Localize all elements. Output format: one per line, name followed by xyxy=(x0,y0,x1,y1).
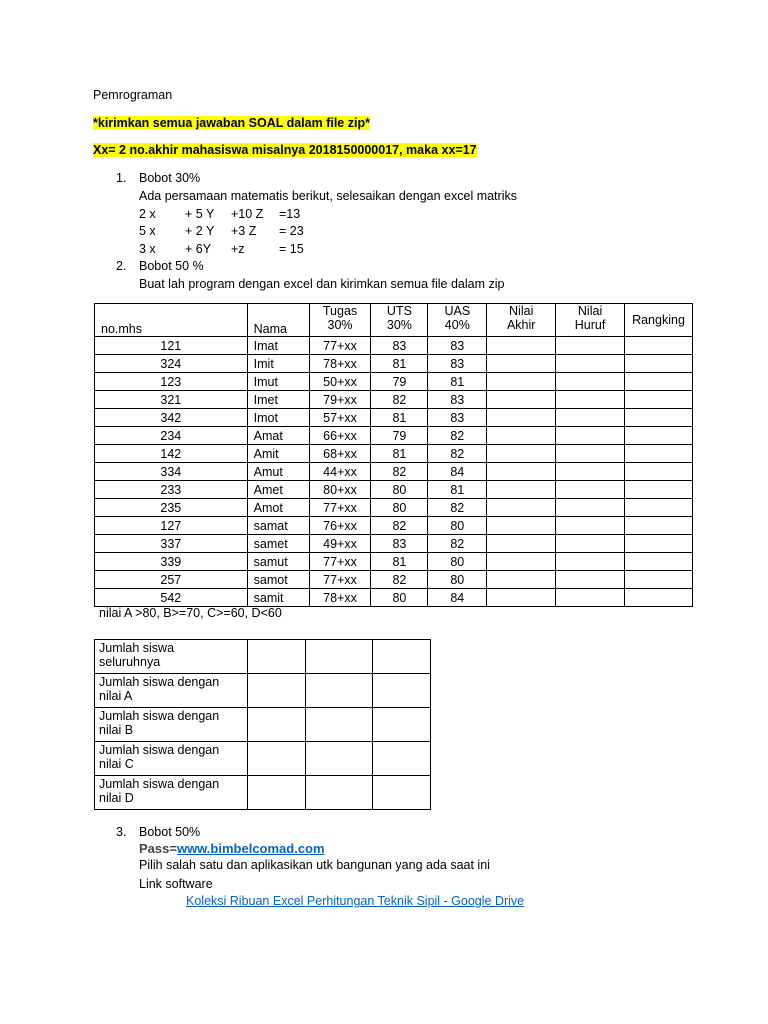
table-cell: 142 xyxy=(95,445,248,463)
table-cell: 121 xyxy=(95,337,248,355)
table-cell: 50+xx xyxy=(309,373,371,391)
table-row xyxy=(95,571,693,589)
table-cell xyxy=(556,535,625,553)
grades-header-cell: Tugas 30% xyxy=(309,304,371,337)
table-cell: 49+xx xyxy=(309,535,371,553)
table-cell: 80 xyxy=(371,499,428,517)
table-cell xyxy=(487,373,556,391)
table-cell xyxy=(487,499,556,517)
table-cell: 57+xx xyxy=(309,409,371,427)
table-cell: 321 xyxy=(95,391,248,409)
eq3-a: 3 x xyxy=(139,242,156,256)
table-cell xyxy=(625,589,693,607)
item3-label: Bobot 50% xyxy=(139,825,201,839)
table-cell: 542 xyxy=(95,589,248,607)
summary-row xyxy=(95,640,431,674)
table-cell xyxy=(556,463,625,481)
table-cell: Amut xyxy=(247,463,309,481)
table-cell xyxy=(487,391,556,409)
table-cell xyxy=(556,589,625,607)
table-cell xyxy=(487,427,556,445)
password-line xyxy=(139,841,325,856)
table-cell xyxy=(625,481,693,499)
table-cell xyxy=(625,517,693,535)
table-cell: Amat xyxy=(247,427,309,445)
table-cell xyxy=(556,373,625,391)
table-row xyxy=(95,517,693,535)
table-cell: 342 xyxy=(95,409,248,427)
table-cell xyxy=(487,355,556,373)
summary-cell xyxy=(373,776,431,810)
table-cell: 339 xyxy=(95,553,248,571)
table-cell: 81 xyxy=(428,373,487,391)
summary-label-cell: Jumlah siswa dengan nilai B xyxy=(95,708,248,742)
table-cell: 80 xyxy=(371,589,428,607)
table-cell: Imat xyxy=(247,337,309,355)
table-cell: 66+xx xyxy=(309,427,371,445)
grades-header-cell: UTS 30% xyxy=(371,304,428,337)
table-cell: 83 xyxy=(371,337,428,355)
table-cell xyxy=(487,463,556,481)
table-cell: 80+xx xyxy=(309,481,371,499)
table-row xyxy=(95,409,693,427)
table-cell: 82 xyxy=(371,391,428,409)
table-cell: 334 xyxy=(95,463,248,481)
table-cell: Amet xyxy=(247,481,309,499)
grades-header-cell: no.mhs xyxy=(95,304,248,337)
summary-cell xyxy=(247,708,306,742)
table-cell xyxy=(625,373,693,391)
table-cell: 76+xx xyxy=(309,517,371,535)
table-cell: Imit xyxy=(247,355,309,373)
table-cell: 234 xyxy=(95,427,248,445)
table-cell: 123 xyxy=(95,373,248,391)
eq2-d: = 23 xyxy=(279,224,304,238)
table-cell: 82 xyxy=(371,463,428,481)
table-cell xyxy=(487,589,556,607)
table-row xyxy=(95,535,693,553)
table-cell xyxy=(556,427,625,445)
table-cell: Amot xyxy=(247,499,309,517)
table-cell: 83 xyxy=(371,535,428,553)
summary-cell xyxy=(373,674,431,708)
summary-label-cell: Jumlah siswa dengan nilai D xyxy=(95,776,248,810)
table-cell: 68+xx xyxy=(309,445,371,463)
summary-cell xyxy=(306,776,373,810)
table-cell: 127 xyxy=(95,517,248,535)
table-cell: Imet xyxy=(247,391,309,409)
pass-label: Pass= xyxy=(139,841,177,856)
table-cell: 324 xyxy=(95,355,248,373)
table-cell: 78+xx xyxy=(309,355,371,373)
table-cell xyxy=(487,445,556,463)
grades-header-cell: Rangking xyxy=(625,304,693,337)
table-cell: Imut xyxy=(247,373,309,391)
xx-rule-highlight: Xx= 2 no.akhir mahasiswa misalnya 2018150000017, maka xx=17 xyxy=(93,143,477,157)
page-title: Pemrograman xyxy=(93,88,173,102)
table-row xyxy=(95,391,693,409)
eq3-d: = 15 xyxy=(279,242,304,256)
table-cell xyxy=(487,535,556,553)
table-cell: samet xyxy=(247,535,309,553)
table-cell: 77+xx xyxy=(309,337,371,355)
table-cell: 82 xyxy=(428,427,487,445)
table-cell: 80 xyxy=(428,517,487,535)
eq1-b: + 5 Y xyxy=(185,207,215,221)
table-cell: 337 xyxy=(95,535,248,553)
table-row xyxy=(95,445,693,463)
table-cell xyxy=(556,355,625,373)
summary-cell xyxy=(373,742,431,776)
table-cell: 79+xx xyxy=(309,391,371,409)
table-cell xyxy=(625,571,693,589)
table-cell: 82 xyxy=(371,517,428,535)
table-row xyxy=(95,481,693,499)
table-cell: 81 xyxy=(371,553,428,571)
grades-table xyxy=(94,303,693,607)
eq1-a: 2 x xyxy=(139,207,156,221)
summary-cell xyxy=(247,640,306,674)
table-cell: 83 xyxy=(428,391,487,409)
grades-header-row xyxy=(95,304,693,337)
table-cell: 83 xyxy=(428,337,487,355)
summary-cell xyxy=(247,674,306,708)
table-cell: samot xyxy=(247,571,309,589)
table-cell xyxy=(625,499,693,517)
summary-cell xyxy=(373,708,431,742)
table-cell: 82 xyxy=(371,571,428,589)
table-cell: 233 xyxy=(95,481,248,499)
table-cell: 79 xyxy=(371,427,428,445)
grades-header-cell: Nama xyxy=(247,304,309,337)
table-cell: 84 xyxy=(428,463,487,481)
table-cell xyxy=(625,391,693,409)
table-cell xyxy=(556,517,625,535)
table-cell: 83 xyxy=(428,355,487,373)
summary-cell xyxy=(306,742,373,776)
table-cell xyxy=(625,427,693,445)
link-software-label: Link software xyxy=(139,877,213,891)
table-cell xyxy=(625,463,693,481)
table-row xyxy=(95,463,693,481)
table-cell: 83 xyxy=(428,409,487,427)
table-cell: 235 xyxy=(95,499,248,517)
table-cell: samut xyxy=(247,553,309,571)
table-cell xyxy=(556,499,625,517)
table-cell: 80 xyxy=(428,571,487,589)
summary-cell xyxy=(306,640,373,674)
table-cell xyxy=(625,553,693,571)
summary-cell xyxy=(247,776,306,810)
summary-label-cell: Jumlah siswa dengan nilai A xyxy=(95,674,248,708)
table-row xyxy=(95,427,693,445)
item3-desc: Pilih salah satu dan aplikasikan utk bangunan yang ada saat ini xyxy=(139,858,490,872)
item1-desc: Ada persamaan matematis berikut, selesaikan dengan excel matriks xyxy=(139,189,517,203)
table-cell: 81 xyxy=(371,445,428,463)
table-cell: 81 xyxy=(371,409,428,427)
summary-cell xyxy=(306,708,373,742)
table-cell: 77+xx xyxy=(309,499,371,517)
table-cell: 80 xyxy=(371,481,428,499)
table-cell: 44+xx xyxy=(309,463,371,481)
summary-row xyxy=(95,708,431,742)
bimbelcomad-link[interactable]: www.bimbelcomad.com xyxy=(176,841,325,856)
table-row xyxy=(95,499,693,517)
summary-cell xyxy=(373,640,431,674)
summary-row xyxy=(95,776,431,810)
table-cell xyxy=(487,517,556,535)
table-cell: samit xyxy=(247,589,309,607)
eq3-b: + 6Y xyxy=(185,242,212,256)
table-cell xyxy=(487,571,556,589)
google-drive-link[interactable]: Koleksi Ribuan Excel Perhitungan Teknik Sipil - Google Drive xyxy=(186,894,525,908)
table-cell xyxy=(556,337,625,355)
instruction-highlight: *kirimkan semua jawaban SOAL dalam file zip* xyxy=(93,116,370,130)
item2-number: 2. xyxy=(116,259,127,273)
table-cell xyxy=(625,535,693,553)
item2-label: Bobot 50 % xyxy=(139,259,204,273)
table-cell: 84 xyxy=(428,589,487,607)
table-cell: 80 xyxy=(428,553,487,571)
grade-criteria-note: nilai A >80, B>=70, C>=60, D<60 xyxy=(99,606,282,620)
table-cell xyxy=(556,409,625,427)
table-cell: 82 xyxy=(428,535,487,553)
item3-number: 3. xyxy=(116,825,127,839)
table-cell: 81 xyxy=(371,355,428,373)
table-cell xyxy=(487,553,556,571)
eq2-a: 5 x xyxy=(139,224,156,238)
table-cell: 77+xx xyxy=(309,571,371,589)
table-cell xyxy=(556,553,625,571)
table-cell: 77+xx xyxy=(309,553,371,571)
table-row xyxy=(95,373,693,391)
summary-cell xyxy=(306,674,373,708)
table-cell xyxy=(625,337,693,355)
summary-label-cell: Jumlah siswa seluruhnya xyxy=(95,640,248,674)
table-row xyxy=(95,589,693,607)
table-cell xyxy=(556,481,625,499)
table-cell xyxy=(556,391,625,409)
table-cell: 79 xyxy=(371,373,428,391)
table-cell: 82 xyxy=(428,445,487,463)
table-cell xyxy=(625,409,693,427)
table-cell: 81 xyxy=(428,481,487,499)
grades-header-cell: Nilai Akhir xyxy=(487,304,556,337)
eq2-b: + 2 Y xyxy=(185,224,215,238)
table-cell xyxy=(487,337,556,355)
table-cell: Amit xyxy=(247,445,309,463)
summary-row xyxy=(95,742,431,776)
table-row xyxy=(95,355,693,373)
item2-desc: Buat lah program dengan excel dan kirimkan semua file dalam zip xyxy=(139,277,505,291)
eq3-c: +z xyxy=(231,242,245,256)
table-cell xyxy=(625,355,693,373)
table-cell: Imot xyxy=(247,409,309,427)
summary-row xyxy=(95,674,431,708)
eq1-c: +10 Z xyxy=(231,207,264,221)
table-cell: 257 xyxy=(95,571,248,589)
summary-cell xyxy=(247,742,306,776)
table-cell xyxy=(487,409,556,427)
table-cell xyxy=(487,481,556,499)
item1-label: Bobot 30% xyxy=(139,171,201,185)
table-cell: 78+xx xyxy=(309,589,371,607)
table-cell xyxy=(556,445,625,463)
summary-table xyxy=(94,639,431,810)
table-row xyxy=(95,337,693,355)
item1-number: 1. xyxy=(116,171,127,185)
table-row xyxy=(95,553,693,571)
table-cell: samat xyxy=(247,517,309,535)
table-cell: 82 xyxy=(428,499,487,517)
grades-header-cell: UAS 40% xyxy=(428,304,487,337)
table-cell xyxy=(556,571,625,589)
eq1-d: =13 xyxy=(279,207,301,221)
table-cell xyxy=(625,445,693,463)
eq2-c: +3 Z xyxy=(231,224,257,238)
grades-header-cell: Nilai Huruf xyxy=(556,304,625,337)
summary-label-cell: Jumlah siswa dengan nilai C xyxy=(95,742,248,776)
